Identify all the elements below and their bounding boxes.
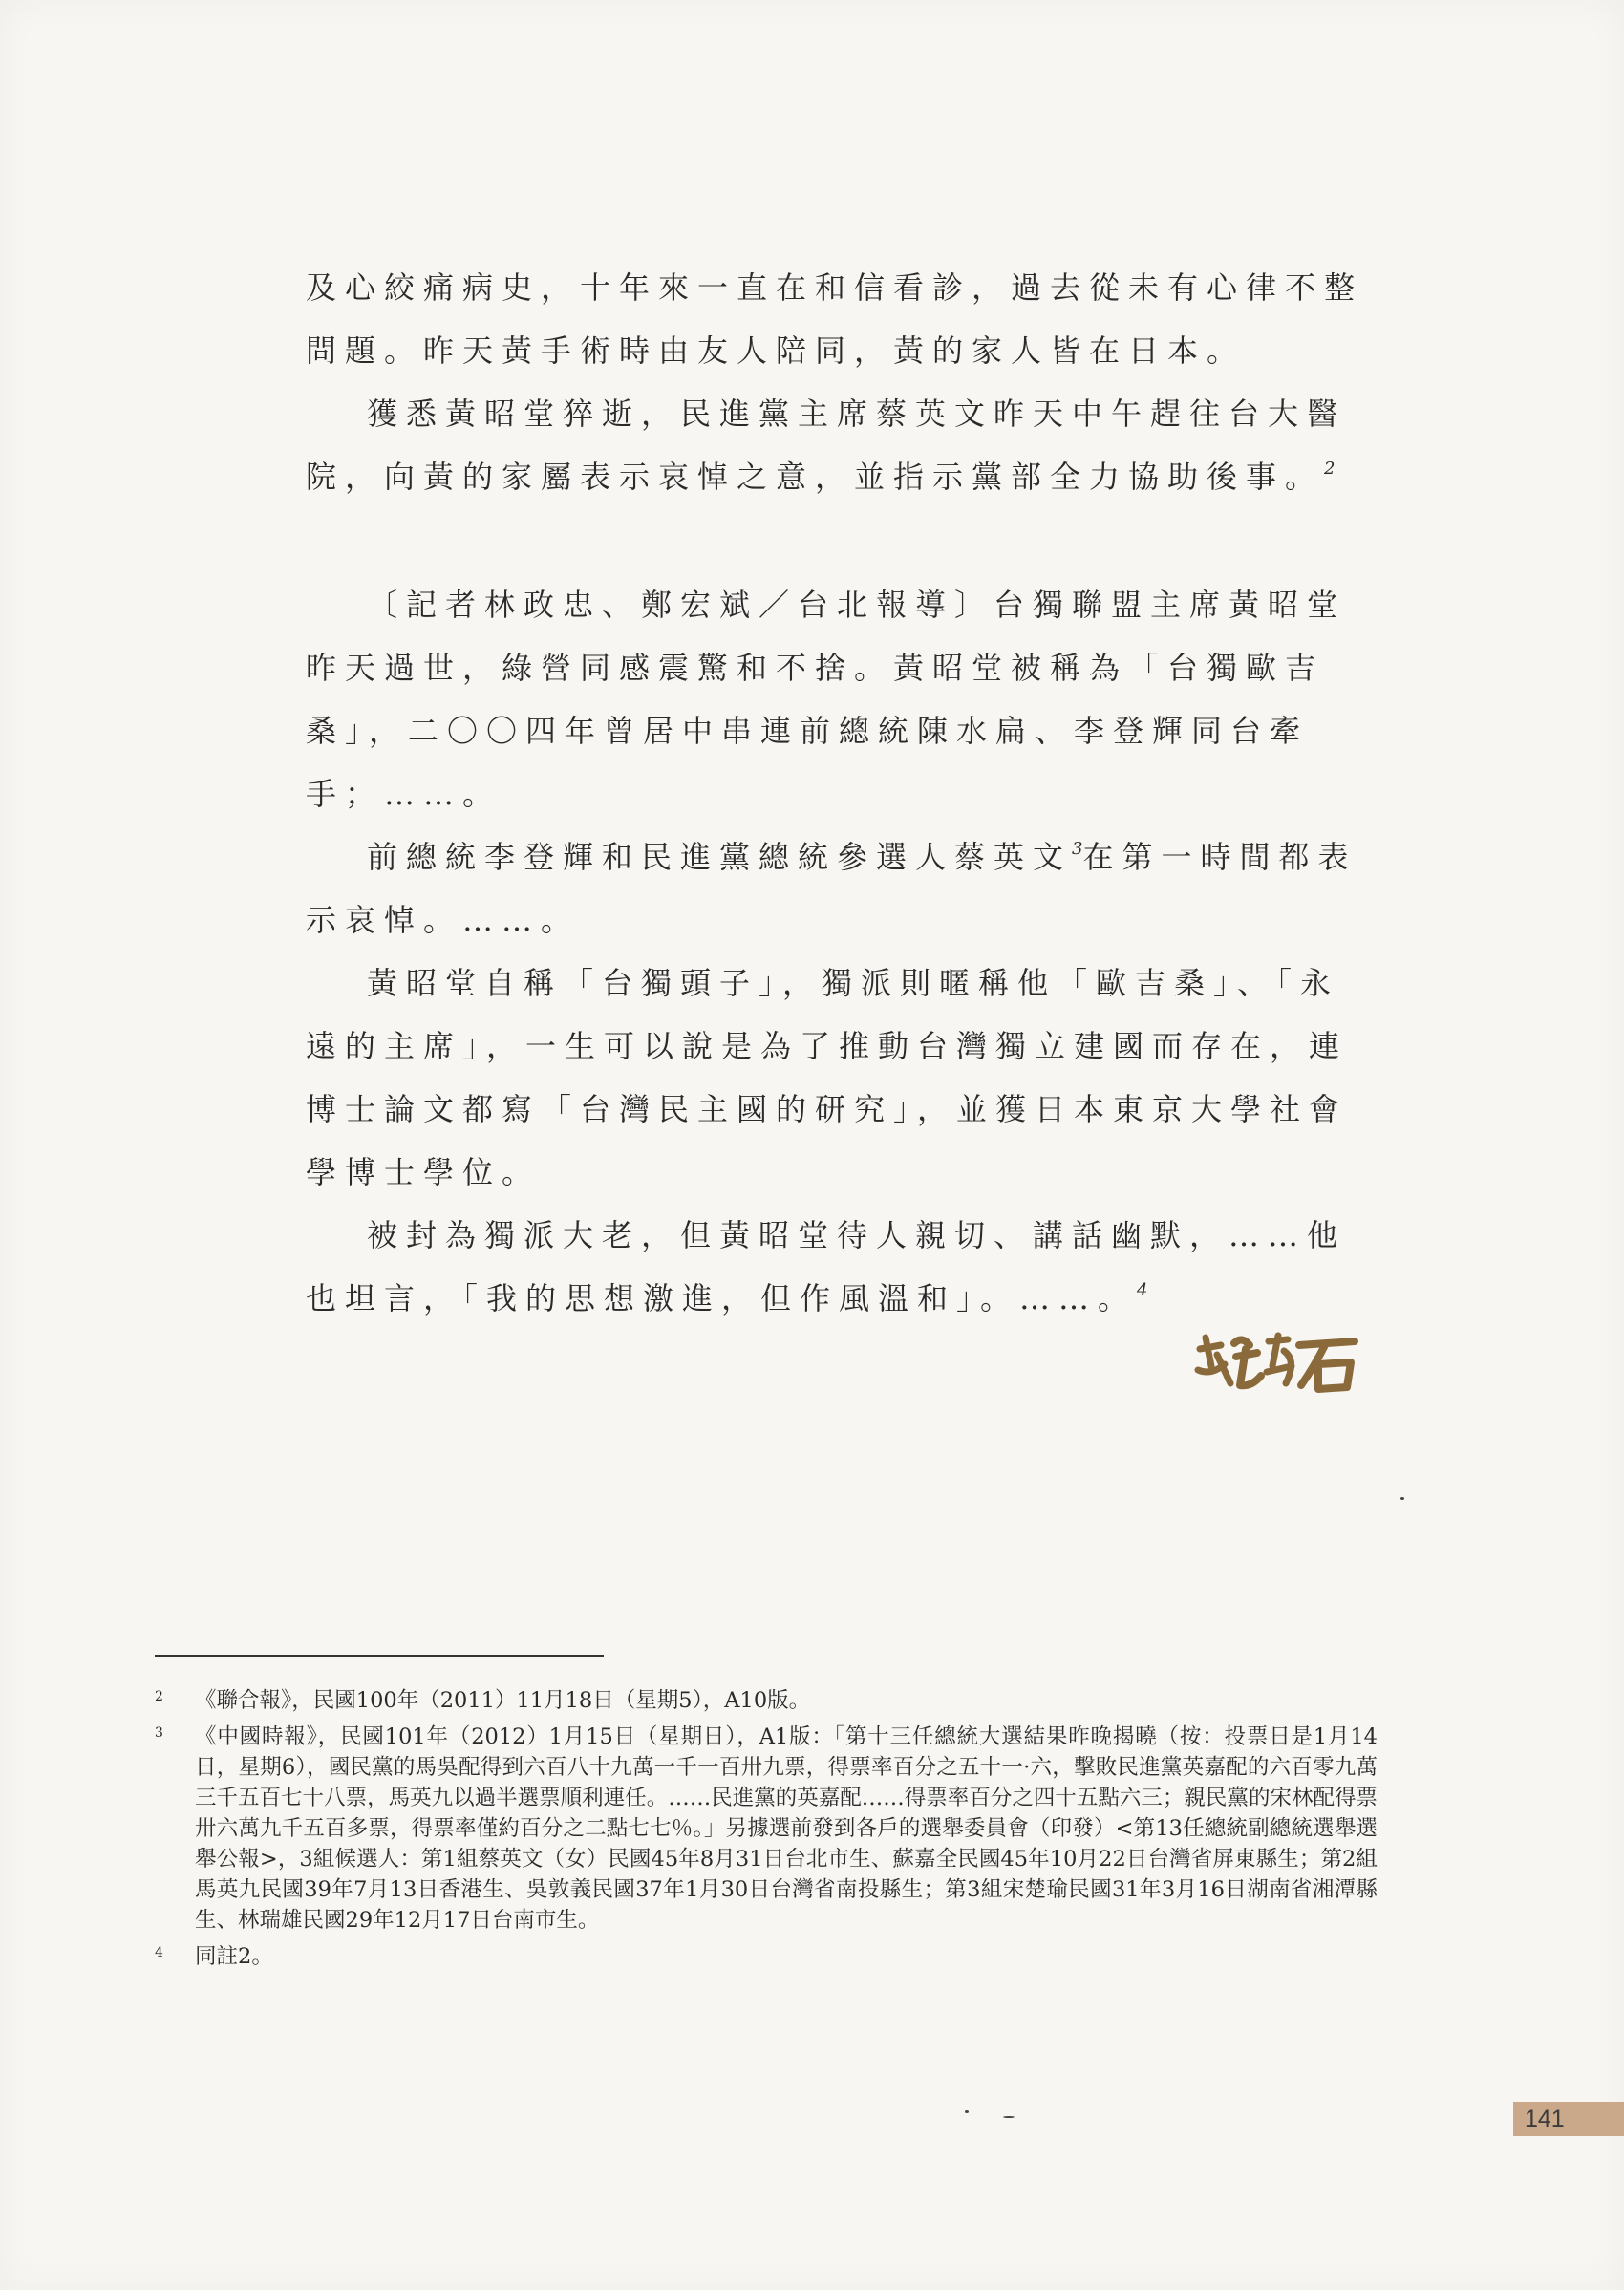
footnotes: [155, 1685, 1378, 1972]
footnote-number: 4: [155, 1945, 163, 1960]
paragraph: [306, 382, 1376, 508]
footnote-number: 3: [155, 1725, 163, 1741]
footnote-text: 《中國時報》，民國101年（2012）1月15日（星期日），A1版：「第十三任總統大選結果昨晚揭曉（按：投票日是1月14日，星期6），國民黨的馬吳配得到六百八十九萬一千一百卅九票，得票率百分之五十一·六，擊敗民進黨英嘉配的六百零九萬三千五百七十八票，馬英九以過半選票順利連任。……民進黨的英嘉配……得票率百分之四十五點六三；親民黨的宋林配得票卅六萬九千五百多票，得票率僅約百分之二點七七％。」另據選前發到各戶的選舉委員會（印發）<第13任總統副總統選舉選舉公報>，3組候選人：第1組蔡英文（女）民國45年8月31日台北市生、蘇嘉全民國45年10月22日台灣省屏東縣生；第2組馬英九民國39年7月13日香港生、吳敦義民國37年1月30日台灣省南投縣生；第3組宋楚瑜民國31年3月16日湖南省湘潭縣生、林瑞雄民國29年12月17日台南市生。: [195, 1724, 1378, 1933]
scan-speck: [1003, 2116, 1015, 2118]
scan-speck: [965, 2110, 969, 2113]
footnote-number: 2: [155, 1689, 163, 1704]
footnote-text: 同註2。: [195, 1944, 273, 1969]
footnote: [155, 1722, 1378, 1936]
paragraph: 及心絞痛病史，十年來一直在和信看診，過去從未有心律不整問題。昨天黃手術時由友人陪同，黃的家人皆在日本。: [306, 269, 1364, 369]
paragraph-text: 獲悉黃昭堂猝逝，民進黨主席蔡英文昨天中午趕往台大醫院，向黃的家屬表示哀悼之意，並指示黨部全力協助後事。: [306, 396, 1347, 495]
paragraph-text: 前總統李登輝和民進黨總統參選人蔡英文: [367, 839, 1073, 875]
paragraph-text: 被封為獨派大老，但黃昭堂待人親切、講話幽默，……他也坦言，「我的思想激進，但作風溫和」。……。: [306, 1217, 1347, 1316]
main-text-block-1: [306, 256, 1376, 508]
footnote-separator: [155, 1655, 604, 1657]
footnote: [155, 1941, 1378, 1972]
footnote-ref[interactable]: 4: [1137, 1280, 1148, 1300]
page-number: 141: [1513, 2102, 1624, 2136]
footnote-ref[interactable]: 2: [1324, 459, 1336, 479]
footnote-ref[interactable]: 3: [1072, 839, 1083, 859]
paragraph: 〔記者林政忠、鄭宏斌／台北報導〕台獨聯盟主席黃昭堂昨天過世，綠營同感震驚和不捨。黃昭堂被稱為「台獨歐吉桑」，二〇〇四年曾居中串連前總統陳水扁、李登輝同台牽手；……。: [306, 587, 1347, 812]
paragraph: 黃昭堂自稱「台獨頭子」，獨派則暱稱他「歐吉桑」、「永遠的主席」，一生可以說是為了推動台灣獨立建國而存在，連博士論文都寫「台灣民主國的研究」，並獲日本東京大學社會學博士學位。: [306, 965, 1349, 1190]
paragraph: [306, 825, 1376, 952]
footnote-text: 《聯合報》，民國100年（2011）11月18日（星期5），A10版。: [195, 1688, 811, 1713]
main-text-block-2: [306, 573, 1376, 1330]
paragraph: [306, 1204, 1376, 1330]
footnote: [155, 1685, 1378, 1716]
scan-speck: [1400, 1497, 1404, 1500]
signature-logo: [1192, 1328, 1364, 1395]
paragraph-text: 在第一時間都表示哀悼。……。: [306, 839, 1357, 938]
